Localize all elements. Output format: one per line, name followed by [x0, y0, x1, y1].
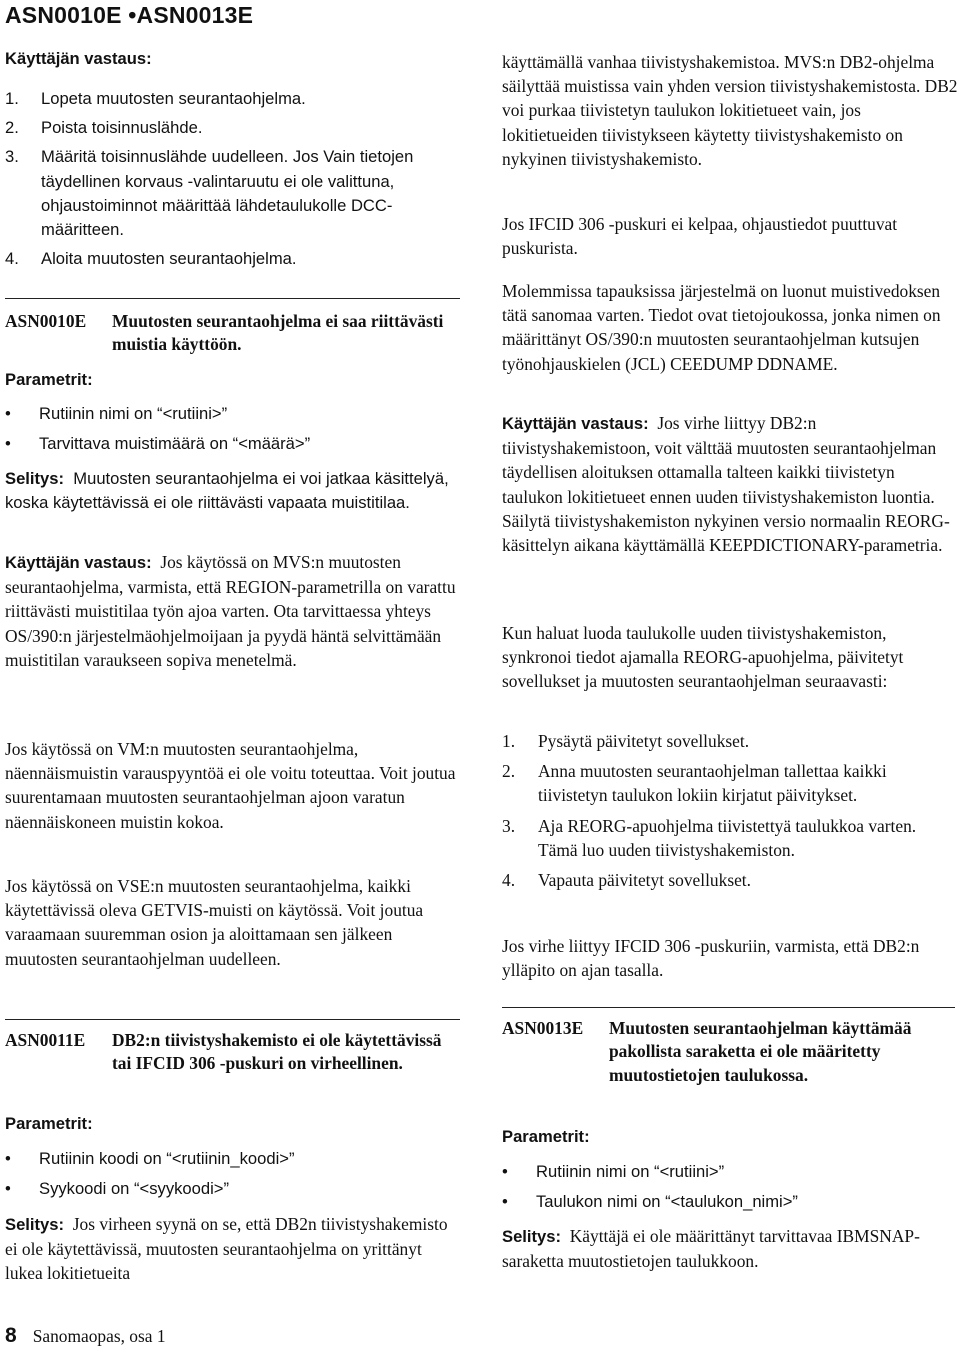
message-title: Muutosten seurantaohjelma ei saa riittävästi muistia käyttöön.	[112, 311, 444, 355]
message-asn0011e	[5, 1029, 460, 1101]
user-response-label: Käyttäjän vastaus:	[5, 49, 152, 68]
sync-steps	[502, 729, 952, 892]
list-item: 4. Aloita muutosten seurantaohjelma.	[5, 249, 297, 269]
vm-paragraph: Jos käytössä on VM:n muutosten seurantaohjelma, näennäismuistin varauspyyntöä ei ole voitu toteuttaa. Voit joutua suurentamaan muutosten seurantaohjelman ajoon varatun näennäiskoneen muistin kokoa.	[5, 739, 456, 832]
message-title: Muutosten seurantaohjelman käyttämää pakollista saraketta ei ole määritetty muutostietojen taulukossa.	[609, 1018, 912, 1085]
list-item: • Rutiinin koodi on “<rutiinin_koodi>”	[5, 1149, 295, 1168]
list-item: • Syykoodi on “<syykoodi>”	[5, 1179, 230, 1199]
parameters-label: Parametrit:	[502, 1127, 590, 1146]
message-divider	[502, 1007, 955, 1008]
response-paragraph: Käyttäjän vastaus: Jos virhe liittyy DB2:n tiivistyshakemistoon, voit välttää muutosten seurantaohjelman täydellisen aloituksen ottamalla talteen kaikki tiivistetyn taulukon lokitietueet ennen uuden tiivistyshakemiston luontia. Säilytä tiivistyshakemiston nykyinen versio normaalin REORG-käsittelyn aikana käyttämällä KEEPDICTIONARY-parametria.	[502, 413, 950, 556]
page-header: ASN0010E •ASN0013E	[5, 2, 254, 28]
parameter-list	[5, 402, 455, 456]
list-item: 2. Poista toisinnuslähde.	[5, 118, 203, 138]
page-number: 8	[5, 1324, 17, 1347]
list-item: • Rutiinin nimi on “<rutiini>”	[502, 1162, 725, 1181]
page-footer	[5, 1324, 166, 1348]
message-asn0010e	[5, 310, 460, 358]
ifcid-maintenance-paragraph: Jos virhe liittyy IFCID 306 -puskuriin, varmista, että DB2:n ylläpito on ajan tasalla.	[502, 936, 920, 981]
list-item: 1. Lopeta muutosten seurantaohjelma.	[5, 89, 306, 108]
message-divider	[5, 1019, 460, 1020]
vse-paragraph: Jos käytössä on VSE:n muutosten seurantaohjelma, kaikki käytettävissä oleva GETVIS-muisti on käytössä. Voit joutua varaamaan suuremman osion ja aloittamaan sen jälkeen muutosten seurantaohjelman uudelleen.	[5, 876, 424, 969]
message-code: ASN0013E	[502, 1018, 584, 1038]
parameters-label: Parametrit:	[5, 370, 93, 389]
list-item: • Tarvittava muistimäärä on “<määrä>”	[5, 434, 311, 454]
dump-paragraph: Molemmissa tapauksissa järjestelmä on luonut muistivedoksen tätä sanomaa varten. Tiedot ovat tietojoukossa, jonka nimen on määrittänyt OS/390:n muutosten seurantaohjelman kutsujen työnohjauskielen (JCL) CEEDUMP DDNAME.	[502, 281, 941, 374]
parameter-list	[502, 1160, 952, 1214]
message-title: DB2:n tiivistyshakemisto ei ole käytettävissä tai IFCID 306 -puskuri on virheellinen.	[112, 1030, 442, 1074]
message-divider	[5, 298, 460, 299]
book-title: Sanomaopas, osa 1	[32, 1326, 166, 1346]
continued-paragraph: käyttämällä vanhaa tiivistyshakemistoa. MVS:n DB2-ohjelma säilyttää muistissa vain yhden version tiivistyshakemistosta. DB2 voi purkaa tiivistetyn taulukon lokitietueet vain, jos lokitietueiden tiivistykseen käytetty tiivistyshakemisto on nykyinen tiivistyshakemisto.	[502, 52, 958, 169]
new-dictionary-paragraph: Kun haluat luoda taulukolle uuden tiivistyshakemiston, synkronoi tiedot ajamalla REORG-apuohjelma, päivitetyt sovellukset ja muutosten seurantaohjelman seuraavasti:	[502, 623, 904, 692]
list-item: 2. Anna muutosten seurantaohjelman tallettaa kaikki tiivistetyn taulukon lokiin kirjatut päivitykset.	[502, 761, 887, 806]
list-item: 1. Pysäytä päivitetyt sovellukset.	[502, 731, 750, 751]
list-item: 4. Vapauta päivitetyt sovellukset.	[502, 870, 751, 891]
explanation-paragraph: Selitys: Jos virheen syynä on se, että DB2n tiivistyshakemisto ei ole käytettävissä, muutosten seurantaohjelma on yrittänyt lukea lokitietueita	[5, 1214, 448, 1284]
list-item: 3. Määritä toisinnuslähde uudelleen. Jos Vain tietojen täydellinen korvaus -valintaruutu ei ole valittuna, ohjaustoiminnot määrittää lähdetaulukolle DCC-määritteen.	[5, 147, 414, 240]
list-item: 3. Aja REORG-apuohjelma tiivistettyä taulukkoa varten. Tämä luo uuden tiivistyshakemiston.	[502, 815, 917, 860]
parameter-list	[5, 1147, 455, 1201]
ifcid-paragraph: Jos IFCID 306 -puskuri ei kelpaa, ohjaustiedot puuttuvat puskurista.	[502, 214, 898, 259]
parameters-label: Parametrit:	[5, 1114, 93, 1133]
message-asn0013e	[502, 1017, 955, 1113]
message-code: ASN0010E	[5, 311, 87, 331]
explanation-paragraph: Selitys: Muutosten seurantaohjelma ei voi jatkaa käsittelyä, koska käytettävissä ei ole riittävästi vapaata muistitilaa.	[5, 469, 449, 513]
response-steps	[5, 87, 455, 271]
message-code: ASN0011E	[5, 1030, 86, 1050]
list-item: • Rutiinin nimi on “<rutiini>”	[5, 404, 228, 423]
list-item: • Taulukon nimi on “<taulukon_nimi>”	[502, 1192, 798, 1212]
explanation-paragraph: Selitys: Käyttäjä ei ole määrittänyt tarvittavaa IBMSNAP-saraketta muutostietojen taulukkoon.	[502, 1226, 920, 1272]
response-paragraph: Käyttäjän vastaus: Jos käytössä on MVS:n muutosten seurantaohjelma, varmista, että REGION-parametrilla on varattu riittävästi muistitilaa työn ajoa varten. Ota tarvittaessa yhteys OS/390:n järjestelmäohjelmoijaan ja pyydä häntä selvittämään muistitilan varaukseen sopiva menetelmä.	[5, 552, 456, 670]
